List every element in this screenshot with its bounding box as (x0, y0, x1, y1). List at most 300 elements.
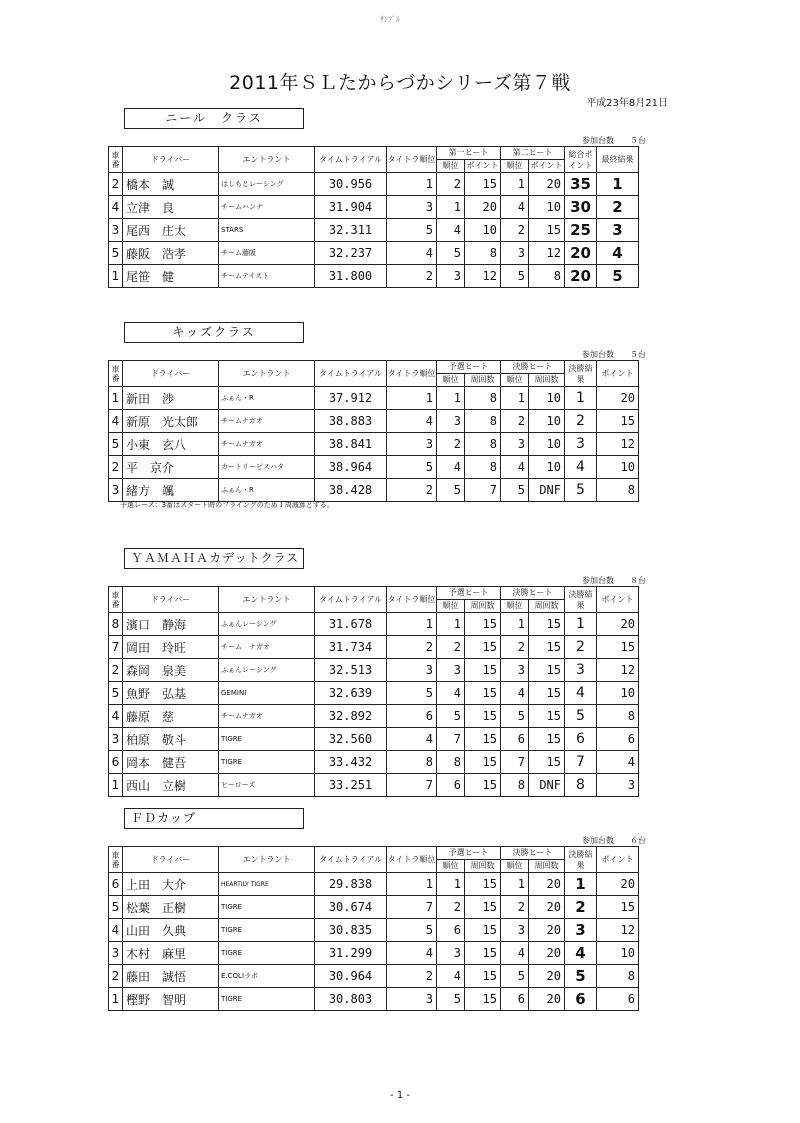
car-no: 6 (109, 751, 123, 774)
prelim-laps: 15 (465, 751, 501, 774)
col-final-laps: 周回数 (529, 860, 565, 873)
point: 10 (597, 682, 639, 705)
time-trial: 33.432 (315, 751, 387, 774)
col-final-rank: 順位 (501, 860, 529, 873)
col-final-laps: 周回数 (529, 600, 565, 613)
tt-rank: 7 (387, 774, 437, 797)
driver-name: 緒方 颯 (123, 479, 219, 502)
tt-rank: 3 (387, 433, 437, 456)
table-row (109, 433, 639, 456)
tt-rank: 4 (387, 942, 437, 965)
car-no: 2 (109, 456, 123, 479)
tt-rank: 1 (387, 613, 437, 636)
table-row (109, 728, 639, 751)
yamaha-participants: 参加台数 ８台 (582, 576, 646, 585)
point: 20 (597, 873, 639, 896)
table-row (109, 774, 639, 797)
final-rank: 5 (501, 479, 529, 502)
driver-name: 藤原 慈 (123, 705, 219, 728)
final-laps: 20 (529, 873, 565, 896)
prelim-laps: 8 (465, 433, 501, 456)
fd-cup-label: ＦＤカップ (124, 808, 304, 829)
final-laps: 10 (529, 387, 565, 410)
heat1-rank: 2 (437, 173, 465, 196)
total-points: 35 (565, 173, 597, 196)
final-result: 5 (565, 479, 597, 502)
final-result: 4 (597, 242, 639, 265)
prelim-rank: 1 (437, 873, 465, 896)
driver-name: 木村 麻里 (123, 942, 219, 965)
col-final-heat: 決勝ヒート (501, 361, 565, 374)
time-trial: 32.237 (315, 242, 387, 265)
final-result: 2 (565, 636, 597, 659)
prelim-rank: 5 (437, 479, 465, 502)
kids-class-section (108, 322, 652, 508)
entrant-name: TIGRE (219, 919, 315, 942)
final-result: 5 (565, 965, 597, 988)
point: 8 (597, 705, 639, 728)
time-trial: 30.835 (315, 919, 387, 942)
heat1-rank: 4 (437, 219, 465, 242)
car-no: 5 (109, 682, 123, 705)
tt-rank: 3 (387, 988, 437, 1011)
prelim-rank: 7 (437, 728, 465, 751)
tt-rank: 2 (387, 265, 437, 288)
final-laps: 10 (529, 410, 565, 433)
final-result: 4 (565, 682, 597, 705)
tt-rank: 4 (387, 410, 437, 433)
table-row (109, 965, 639, 988)
col-heat2: 第二ヒート (501, 147, 565, 160)
table-row (109, 479, 639, 502)
car-no: 6 (109, 873, 123, 896)
car-no: 3 (109, 479, 123, 502)
table-row (109, 613, 639, 636)
time-trial: 29.838 (315, 873, 387, 896)
final-rank: 4 (501, 456, 529, 479)
tt-rank: 4 (387, 728, 437, 751)
tt-rank: 2 (387, 479, 437, 502)
entrant-name: HEARTILY TIGRE (219, 873, 315, 896)
col-prelim-heat: 予選ヒート (437, 361, 501, 374)
tt-rank: 3 (387, 659, 437, 682)
entrant-name: チームナガオ (219, 705, 315, 728)
car-no: 2 (109, 965, 123, 988)
final-rank: 6 (501, 728, 529, 751)
car-no: 1 (109, 265, 123, 288)
final-laps: 10 (529, 456, 565, 479)
final-rank: 2 (501, 410, 529, 433)
driver-name: 魚野 弘基 (123, 682, 219, 705)
time-trial: 38.428 (315, 479, 387, 502)
final-result: 3 (565, 919, 597, 942)
prelim-laps: 15 (465, 728, 501, 751)
table-row (109, 173, 639, 196)
table-row (109, 265, 639, 288)
entrant-name: カートリーピスハタ (219, 456, 315, 479)
final-laps: 15 (529, 659, 565, 682)
point: 20 (597, 387, 639, 410)
time-trial: 32.513 (315, 659, 387, 682)
time-trial: 30.674 (315, 896, 387, 919)
final-result: 5 (597, 265, 639, 288)
col-final-result: 決勝結果 (565, 847, 597, 873)
heat2-point: 20 (529, 173, 565, 196)
table-row (109, 751, 639, 774)
col-prelim-heat: 予選ヒート (437, 847, 501, 860)
final-laps: DNF (529, 774, 565, 797)
tt-rank: 2 (387, 965, 437, 988)
entrant-name: ふぁんレーシング (219, 659, 315, 682)
point: 15 (597, 896, 639, 919)
col-driver: ドライバー (123, 361, 219, 387)
yamaha-cadet-section (108, 548, 652, 796)
car-no: 4 (109, 705, 123, 728)
entrant-name: チーム ナガオ (219, 636, 315, 659)
tt-rank: 4 (387, 242, 437, 265)
final-laps: 15 (529, 728, 565, 751)
point: 10 (597, 942, 639, 965)
final-rank: 1 (501, 387, 529, 410)
col-tt-rank: タイトラ順位 (387, 147, 437, 173)
prelim-rank: 3 (437, 942, 465, 965)
time-trial: 32.639 (315, 682, 387, 705)
col-tt-rank: タイトラ順位 (387, 361, 437, 387)
prelim-rank: 5 (437, 705, 465, 728)
col-entrant: エントラント (219, 361, 315, 387)
prelim-laps: 15 (465, 873, 501, 896)
driver-name: 山田 久典 (123, 919, 219, 942)
col-prelim-rank: 順位 (437, 374, 465, 387)
driver-name: 岡本 健吾 (123, 751, 219, 774)
time-trial: 32.311 (315, 219, 387, 242)
final-rank: 4 (501, 682, 529, 705)
neel-participants: 参加台数 ５台 (582, 136, 646, 145)
kids-participants: 参加台数 ５台 (582, 350, 646, 359)
prelim-rank: 3 (437, 410, 465, 433)
prelim-laps: 15 (465, 919, 501, 942)
prelim-laps: 15 (465, 682, 501, 705)
col-point: ポイント (597, 361, 639, 387)
heat1-point: 12 (465, 265, 501, 288)
col-final-laps: 周回数 (529, 374, 565, 387)
driver-name: 樫野 智明 (123, 988, 219, 1011)
entrant-name: E.COLIラボ (219, 965, 315, 988)
final-result: 3 (565, 659, 597, 682)
driver-name: 藤田 誠悟 (123, 965, 219, 988)
table-row (109, 942, 639, 965)
final-result: 5 (565, 705, 597, 728)
entrant-name: チーム藤阪 (219, 242, 315, 265)
prelim-laps: 15 (465, 613, 501, 636)
table-row (109, 456, 639, 479)
tt-rank: 8 (387, 751, 437, 774)
driver-name: 尾笹 健 (123, 265, 219, 288)
col-time-trial: タイムトライアル (315, 847, 387, 873)
car-no: 1 (109, 774, 123, 797)
fd-cup-section (108, 808, 652, 1013)
point: 12 (597, 433, 639, 456)
prelim-rank: 6 (437, 919, 465, 942)
table-row (109, 219, 639, 242)
entrant-name: チームナガオ (219, 433, 315, 456)
col-final-result: 最終結果 (597, 147, 639, 173)
table-row (109, 988, 639, 1011)
col-car-no: 車番 (109, 147, 123, 173)
final-rank: 1 (501, 873, 529, 896)
final-result: 1 (565, 873, 597, 896)
final-laps: 15 (529, 636, 565, 659)
car-no: 2 (109, 659, 123, 682)
final-result: 6 (565, 728, 597, 751)
final-laps: 15 (529, 705, 565, 728)
table-row (109, 919, 639, 942)
heat1-rank: 5 (437, 242, 465, 265)
driver-name: 西山 立樹 (123, 774, 219, 797)
tt-rank: 5 (387, 456, 437, 479)
header-mark: ｻﾝﾌﾟﾙ (380, 15, 400, 24)
total-points: 20 (565, 242, 597, 265)
page-title: 2011年ＳＬたからづかシリーズ第７戦 (229, 72, 571, 94)
tt-rank: 1 (387, 873, 437, 896)
page-number: - 1 - (390, 1090, 410, 1101)
driver-name: 平 京介 (123, 456, 219, 479)
final-rank: 6 (501, 988, 529, 1011)
prelim-laps: 15 (465, 636, 501, 659)
prelim-rank: 4 (437, 682, 465, 705)
col-time-trial: タイムトライアル (315, 587, 387, 613)
table-row (109, 410, 639, 433)
final-result: 2 (597, 196, 639, 219)
final-laps: DNF (529, 479, 565, 502)
driver-name: 新田 渉 (123, 387, 219, 410)
col-tt-rank: タイトラ順位 (387, 847, 437, 873)
point: 6 (597, 988, 639, 1011)
final-rank: 4 (501, 942, 529, 965)
point: 20 (597, 613, 639, 636)
driver-name: 藤阪 浩孝 (123, 242, 219, 265)
table-row (109, 196, 639, 219)
col-final-result: 決勝結果 (565, 587, 597, 613)
entrant-name: ふぁん・R (219, 479, 315, 502)
heat1-point: 20 (465, 196, 501, 219)
prelim-laps: 15 (465, 965, 501, 988)
col-prelim-rank: 順位 (437, 860, 465, 873)
car-no: 3 (109, 728, 123, 751)
col-heat1-rank: 順位 (437, 160, 465, 173)
col-prelim-laps: 周回数 (465, 374, 501, 387)
final-rank: 5 (501, 705, 529, 728)
fd-results-table (108, 846, 639, 1011)
heat2-rank: 2 (501, 219, 529, 242)
col-total-points: 総合ポイント (565, 147, 597, 173)
car-no: 1 (109, 988, 123, 1011)
col-final-heat: 決勝ヒート (501, 587, 565, 600)
entrant-name: チームテイスト (219, 265, 315, 288)
final-laps: 15 (529, 751, 565, 774)
driver-name: 濱口 静海 (123, 613, 219, 636)
car-no: 3 (109, 942, 123, 965)
table-row (109, 659, 639, 682)
final-laps: 10 (529, 433, 565, 456)
col-heat2-point: ポイント (529, 160, 565, 173)
car-no: 4 (109, 196, 123, 219)
prelim-laps: 8 (465, 456, 501, 479)
point: 6 (597, 728, 639, 751)
car-no: 4 (109, 919, 123, 942)
entrant-name: ヒーローズ (219, 774, 315, 797)
driver-name: 上田 大介 (123, 873, 219, 896)
prelim-laps: 15 (465, 659, 501, 682)
heat2-point: 12 (529, 242, 565, 265)
col-car-no: 車番 (109, 847, 123, 873)
entrant-name: ふぁんレーシング (219, 613, 315, 636)
col-entrant: エントラント (219, 587, 315, 613)
final-laps: 15 (529, 613, 565, 636)
point: 12 (597, 659, 639, 682)
point: 10 (597, 456, 639, 479)
heat1-point: 15 (465, 173, 501, 196)
driver-name: 尾西 庄太 (123, 219, 219, 242)
prelim-laps: 15 (465, 942, 501, 965)
car-no: 7 (109, 636, 123, 659)
kids-results-table (108, 360, 639, 502)
point: 15 (597, 636, 639, 659)
kids-class-label: キッズクラス (124, 322, 304, 343)
heat2-point: 15 (529, 219, 565, 242)
prelim-laps: 8 (465, 410, 501, 433)
heat1-point: 10 (465, 219, 501, 242)
prelim-laps: 8 (465, 387, 501, 410)
entrant-name: ふぁん・R (219, 387, 315, 410)
time-trial: 32.892 (315, 705, 387, 728)
tt-rank: 5 (387, 919, 437, 942)
driver-name: 柏原 敬斗 (123, 728, 219, 751)
prelim-laps: 15 (465, 896, 501, 919)
tt-rank: 7 (387, 896, 437, 919)
heat2-rank: 4 (501, 196, 529, 219)
point: 15 (597, 410, 639, 433)
final-rank: 3 (501, 433, 529, 456)
heat1-point: 8 (465, 242, 501, 265)
col-time-trial: タイムトライアル (315, 147, 387, 173)
table-row (109, 636, 639, 659)
final-rank: 3 (501, 919, 529, 942)
neel-class-section (108, 108, 652, 285)
prelim-rank: 1 (437, 387, 465, 410)
prelim-rank: 2 (437, 636, 465, 659)
final-laps: 20 (529, 896, 565, 919)
time-trial: 33.251 (315, 774, 387, 797)
col-driver: ドライバー (123, 147, 219, 173)
final-rank: 8 (501, 774, 529, 797)
car-no: 1 (109, 387, 123, 410)
col-prelim-laps: 周回数 (465, 860, 501, 873)
col-heat1-point: ポイント (465, 160, 501, 173)
final-rank: 2 (501, 636, 529, 659)
col-time-trial: タイムトライアル (315, 361, 387, 387)
col-final-heat: 決勝ヒート (501, 847, 565, 860)
heat2-rank: 1 (501, 173, 529, 196)
fd-participants: 参加台数 ６台 (582, 836, 646, 845)
col-entrant: エントラント (219, 147, 315, 173)
yamaha-results-table (108, 586, 639, 797)
table-row (109, 682, 639, 705)
kids-note: 予選レース：3番はスタート時のフライングのため１周減算とする。 (120, 501, 334, 509)
final-result: 3 (597, 219, 639, 242)
car-no: 5 (109, 242, 123, 265)
point: 12 (597, 919, 639, 942)
final-result: 4 (565, 456, 597, 479)
table-row (109, 705, 639, 728)
final-rank: 2 (501, 896, 529, 919)
time-trial: 30.964 (315, 965, 387, 988)
tt-rank: 6 (387, 705, 437, 728)
driver-name: 立津 良 (123, 196, 219, 219)
entrant-name: TIGRE (219, 751, 315, 774)
heat1-rank: 1 (437, 196, 465, 219)
final-result: 4 (565, 942, 597, 965)
col-driver: ドライバー (123, 847, 219, 873)
heat2-rank: 3 (501, 242, 529, 265)
table-row (109, 387, 639, 410)
time-trial: 38.964 (315, 456, 387, 479)
entrant-name: TIGRE (219, 988, 315, 1011)
col-car-no: 車番 (109, 361, 123, 387)
final-result: 1 (565, 613, 597, 636)
prelim-laps: 15 (465, 705, 501, 728)
prelim-rank: 4 (437, 456, 465, 479)
col-point: ポイント (597, 587, 639, 613)
col-prelim-rank: 順位 (437, 600, 465, 613)
col-prelim-laps: 周回数 (465, 600, 501, 613)
col-heat2-rank: 順位 (501, 160, 529, 173)
point: 3 (597, 774, 639, 797)
event-date: 平成23年8月21日 (586, 98, 668, 109)
total-points: 30 (565, 196, 597, 219)
prelim-rank: 4 (437, 965, 465, 988)
entrant-name: STARS (219, 219, 315, 242)
car-no: 8 (109, 613, 123, 636)
driver-name: 小東 玄八 (123, 433, 219, 456)
final-rank: 1 (501, 613, 529, 636)
prelim-rank: 6 (437, 774, 465, 797)
table-row (109, 873, 639, 896)
col-tt-rank: タイトラ順位 (387, 587, 437, 613)
prelim-rank: 1 (437, 613, 465, 636)
col-final-result: 決勝結果 (565, 361, 597, 387)
heat2-point: 8 (529, 265, 565, 288)
tt-rank: 5 (387, 682, 437, 705)
prelim-laps: 15 (465, 774, 501, 797)
car-no: 5 (109, 433, 123, 456)
final-rank: 3 (501, 659, 529, 682)
time-trial: 30.803 (315, 988, 387, 1011)
final-result: 6 (565, 988, 597, 1011)
time-trial: 31.299 (315, 942, 387, 965)
time-trial: 38.883 (315, 410, 387, 433)
tt-rank: 5 (387, 219, 437, 242)
col-driver: ドライバー (123, 587, 219, 613)
time-trial: 30.956 (315, 173, 387, 196)
tt-rank: 1 (387, 173, 437, 196)
time-trial: 31.904 (315, 196, 387, 219)
car-no: 5 (109, 896, 123, 919)
prelim-laps: 15 (465, 988, 501, 1011)
heat2-rank: 5 (501, 265, 529, 288)
col-final-rank: 順位 (501, 600, 529, 613)
col-entrant: エントラント (219, 847, 315, 873)
